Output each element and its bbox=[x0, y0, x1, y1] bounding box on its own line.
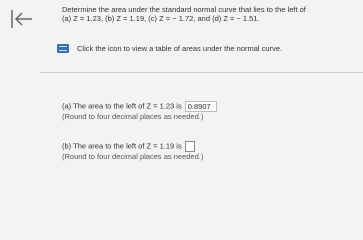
part-a-prompt: (a) The area to the left of Z = 1.23 is bbox=[62, 101, 182, 111]
question-line-1: Determine the area under the standard normal curve that lies to the left of bbox=[62, 5, 306, 14]
part-a-answer-field[interactable]: 0.8907 bbox=[185, 101, 217, 112]
question-text bbox=[62, 5, 358, 23]
part-b-answer-field[interactable] bbox=[185, 141, 195, 152]
table-info-row bbox=[57, 42, 282, 54]
part-a-hint: (Round to four decimal places as needed.) bbox=[62, 112, 204, 121]
table-info-text: Click the icon to view a table of areas under the normal curve. bbox=[77, 43, 283, 53]
part-a bbox=[62, 101, 217, 122]
part-b-hint: (Round to four decimal places as needed.) bbox=[62, 152, 204, 161]
part-a-line bbox=[62, 101, 217, 112]
part-b-prompt: (b) The area to the left of Z = 1.19 is bbox=[62, 141, 182, 151]
question-line-2: (a) Z = 1.23, (b) Z = 1.19, (c) Z = − 1.72, and (d) Z = − 1.51. bbox=[62, 14, 260, 23]
table-icon[interactable] bbox=[57, 44, 69, 53]
back-arrow-icon[interactable] bbox=[10, 8, 34, 30]
part-b-line bbox=[62, 141, 203, 152]
section-divider bbox=[40, 72, 363, 73]
part-b bbox=[62, 141, 203, 162]
